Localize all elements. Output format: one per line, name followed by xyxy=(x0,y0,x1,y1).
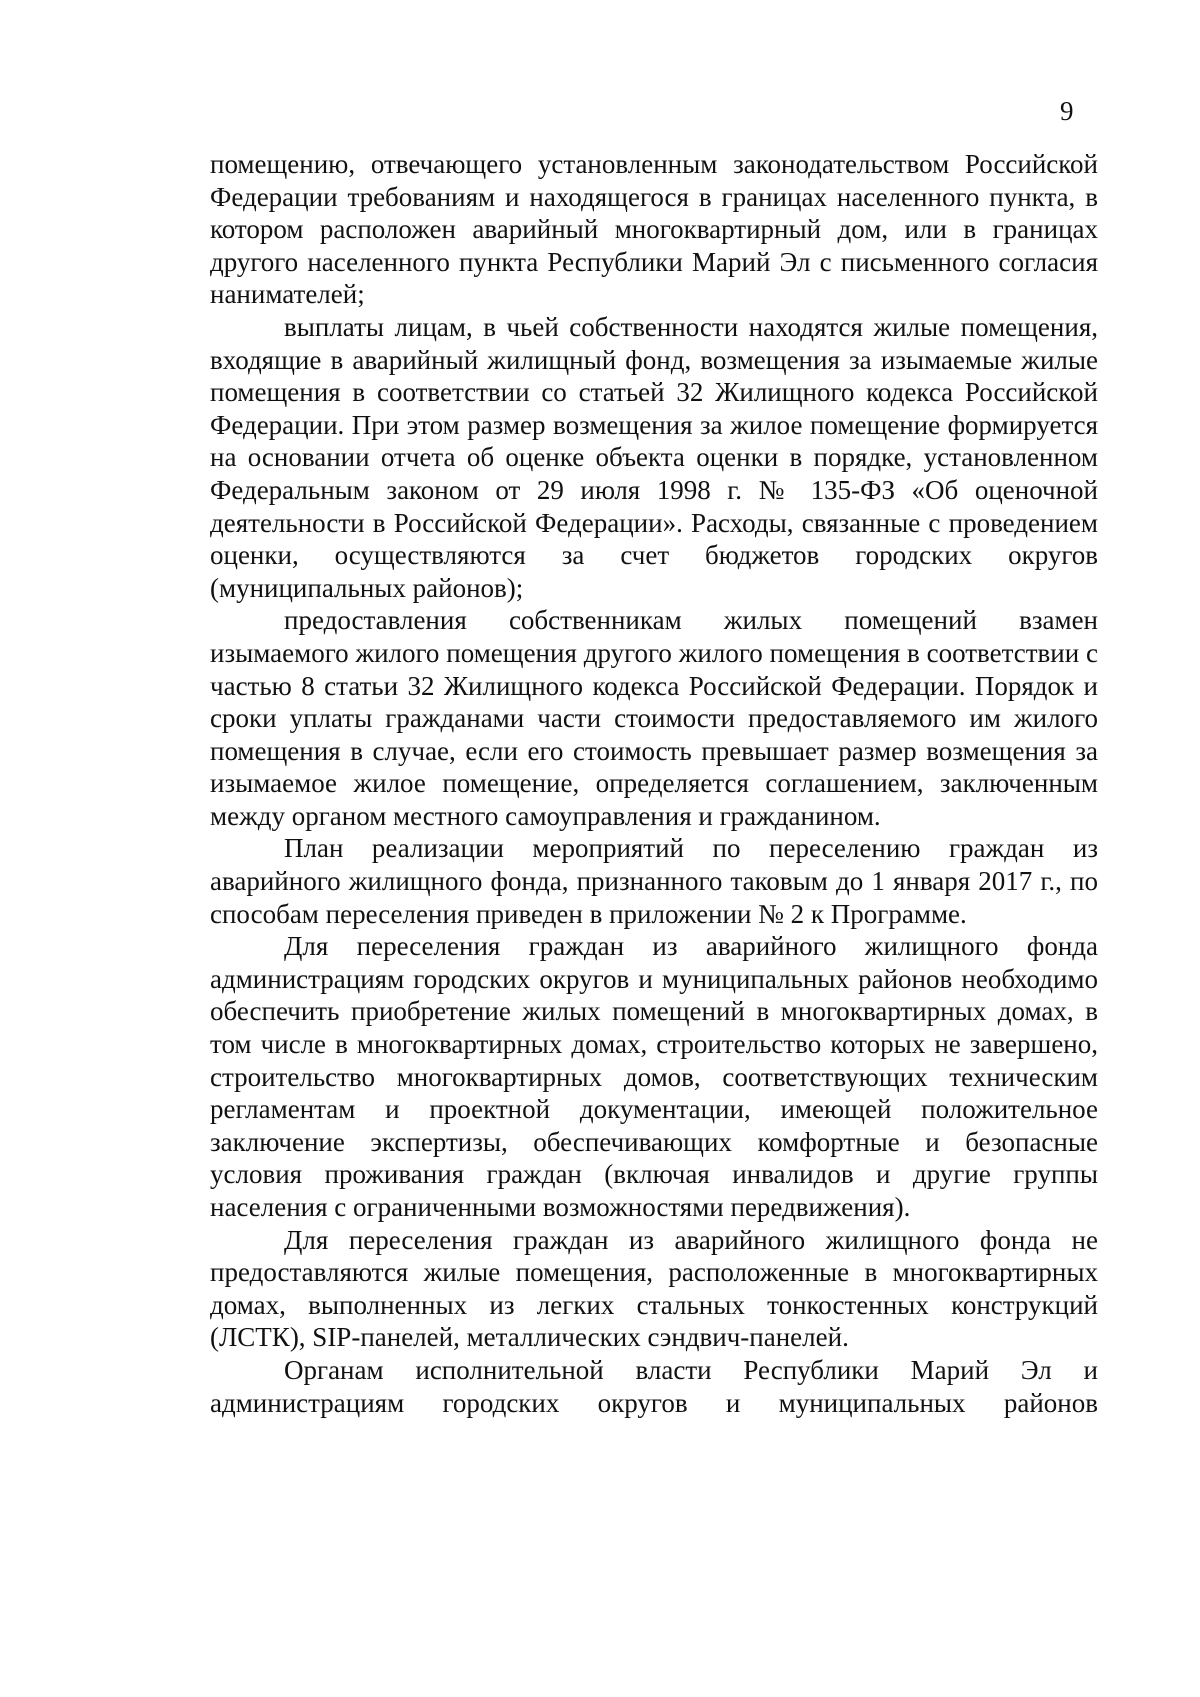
paragraph-restrictions: Для переселения граждан из аварийного жилищного фонда не предоставляются жилые помещения, расположенные в многоквартирных домах, выполненных из легких стальных тонкостенных конструкций (ЛСТК), SIP-панелей, металлических сэндвич-панелей. xyxy=(210,1224,1098,1353)
paragraph-provision: предоставления собственникам жилых помещений взамен изымаемого жилого помещения другого жилого помещения в соответствии с частью 8 статьи 32 Жилищного кодекса Российской Федерации. Порядок и сроки уплаты гражданами части стоимости предоставляемого им жилого помещения в случае, если его стоимость превышает размер возмещения за изымаемое жилое помещение, определяется соглашением, заключенным между органом местного самоуправления и гражданином. xyxy=(210,605,1098,831)
document-body xyxy=(210,148,1098,1419)
paragraph-authorities: Органам исполнительной власти Республики Марий Эл и администрациям городских округов и муниципальных районов xyxy=(210,1354,1098,1418)
paragraph-acquisition: Для переселения граждан из аварийного жилищного фонда администрациям городских округов и муниципальных районов необходимо обеспечить приобретение жилых помещений в многоквартирных домах, в том числе в многоквартирных домах, строительство которых не завершено, строительство многоквартирных домов, соответствующих техническим регламентам и проектной документации, имеющей положительное заключение экспертизы, обеспечивающих комфортные и безопасные условия проживания граждан (включая инвалидов и другие группы населения с ограниченными возможностями передвижения). xyxy=(210,931,1098,1222)
paragraph-payments: выплаты лицам, в чьей собственности находятся жилые помещения, входящие в аварийный жилищный фонд, возмещения за изымаемые жилые помещения в соответствии со статьей 32 Жилищного кодекса Российской Федерации. При этом размер возмещения за жилое помещение формируется на основании отчета об оценке объекта оценки в порядке, установленном Федеральным законом от 29 июля 1998 г. № 135-ФЗ «Об оценочной деятельности в Российской Федерации». Расходы, связанные с проведением оценки, осуществляются за счет бюджетов городских округов (муниципальных районов); xyxy=(210,311,1098,603)
page-number: 9 xyxy=(1060,96,1074,126)
paragraph-continuation: помещению, отвечающего установленным законодательством Российской Федерации требованиям и находящегося в границах населенного пункта, в котором расположен аварийный многоквартирный дом, или в границах другого населенного пункта Республики Марий Эл с письменного согласия нанимателей; xyxy=(210,149,1098,310)
paragraph-plan: План реализации мероприятий по переселению граждан из аварийного жилищного фонда, признанного таковым до 1 января 2017 г., по способам переселения приведен в приложении № 2 к Программе. xyxy=(210,833,1098,929)
